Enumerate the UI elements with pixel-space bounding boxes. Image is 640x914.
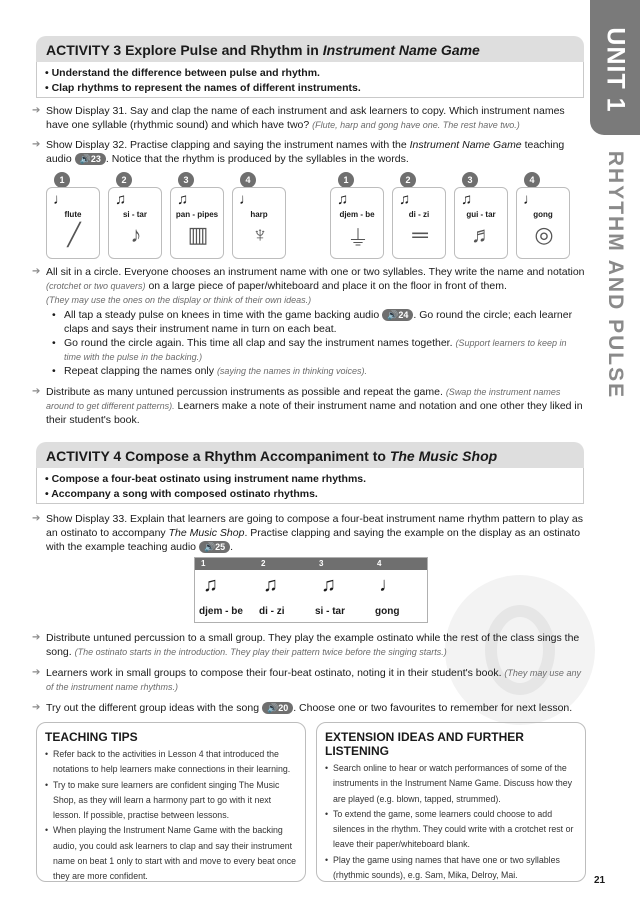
section-side-title: RHYTHM AND PULSE [604, 150, 627, 400]
ostinato-word: si - tar [315, 606, 346, 617]
speaker-icon: 🔊 [387, 310, 399, 320]
teaching-tips-title: TEACHING TIPS [45, 730, 138, 744]
beat-number: 4 [377, 559, 382, 568]
note-icon: ♩ [379, 574, 399, 596]
card-number: 3 [462, 172, 478, 188]
arrow-icon: ➔ [32, 139, 41, 150]
unit-tab [590, 0, 640, 135]
card-number: 1 [54, 172, 70, 188]
activity3-substep2: • Go round the circle again. This time all clap and say the instrument names together. (Support learners to keep in time with the pulse in the backing.) [52, 337, 567, 362]
activity3-step1: ➔ Show Display 31. Say and clap the name of each instrument and ask learners to copy. Which instrument names have one syllable (rhythmic sound) and which have two? (Flute, harp and gong have one. The rest have two.) [32, 105, 565, 131]
activity4-objectives [36, 468, 584, 504]
arrow-icon: ➔ [32, 105, 41, 116]
pan-pipes-icon: ▥ [187, 222, 209, 247]
activity3-heading: ACTIVITY 3 Explore Pulse and Rhythm in Instrument Name Game [36, 36, 584, 62]
quavers-icon: ♫ [177, 191, 189, 208]
audio-track-badge[interactable]: 🔊25 [199, 541, 230, 553]
quavers-icon: ♫ [321, 574, 336, 596]
flute-icon: ╱ [67, 222, 81, 247]
page-number: 21 [594, 875, 606, 886]
note-icon: ♩ [53, 191, 68, 208]
activity4-heading: ACTIVITY 4 Compose a Rhythm Accompaniment to The Music Shop [36, 442, 584, 468]
extension-ideas-title: EXTENSION IDEAS AND FURTHER LISTENING [325, 730, 524, 758]
audio-track-badge[interactable]: 🔊24 [382, 309, 413, 321]
list-item: • Refer back to the activities in Lesson 4 that introduced the notations to help learners make connections in their learning. [45, 749, 291, 775]
activity4-step4: ➔ Try out the different group ideas with the song 🔊20 . Choose one or two favourites to remember for next lesson. [32, 702, 573, 714]
instrument-card: ♩ gong ◎ [516, 187, 570, 259]
activity3-substep1: • All tap a steady pulse on knees in time with the game backing audio 🔊24 . Go round the circle; each learner claps and says their instrument name in turn on each beat. [52, 309, 573, 335]
ostinato-word: djem - be [199, 606, 243, 617]
ostinato-word: di - zi [259, 606, 285, 617]
speaker-icon: 🔊 [79, 154, 91, 164]
sitar-icon: ♪ [130, 222, 142, 247]
quavers-icon: ♫ [203, 574, 218, 596]
activity3-step4: ➔ Distribute as many untuned percussion instruments as possible and repeat the game. (Swap the instrument names around to get different patterns). Learners make a note of their instrument name and notation and one other they liked in their student's book. [32, 386, 583, 426]
activity4-step3: ➔ Learners work in small groups to compose their four-beat ostinato, noting it in their student's book. (They may use any of the instrument name rhythms.) [32, 667, 581, 692]
beat-bar [195, 558, 427, 570]
activity4-step2: ➔ Distribute untuned percussion to a small group. They play the example ostinato while the rest of the class sings the song. (The ostinato starts in the introduction. They play their pattern twice before the singing starts.) [32, 632, 580, 658]
beat-number: 1 [201, 559, 206, 568]
objective-item: • Understand the difference between pulse and rhythm. [45, 67, 320, 79]
note-icon: ♩ [239, 191, 254, 208]
list-item: • Try to make sure learners are confident singing The Music Shop, as they will learn a harmony part to go with it next lesson. If possible, practise between lessons. [45, 779, 280, 821]
speaker-icon: 🔊 [266, 703, 279, 713]
list-item: • Play the game using names that have one or two syllables (rhythmic sounds), e.g. Sam, Mika, Delroy, Mai. [325, 854, 560, 881]
list-item: • When playing the Instrument Name Game with the backing audio, you could ask learners to clap and say their instrument name on beat 1 only to start with and move to every beat once they are more confident. [45, 825, 297, 882]
card-number: 4 [524, 172, 540, 188]
audio-track-badge[interactable]: 🔊20 [262, 702, 293, 714]
instrument-card: ♩ harp ♆ [232, 187, 286, 259]
harp-icon: ♆ [251, 222, 269, 247]
dizi-icon: ═ [412, 222, 428, 247]
card-number: 2 [400, 172, 416, 188]
arrow-icon: ➔ [32, 386, 41, 397]
djembe-icon: ⏚ [346, 226, 369, 251]
quavers-icon: ♫ [115, 191, 127, 208]
quavers-icon: ♫ [263, 574, 278, 596]
arrow-icon: ➔ [32, 513, 41, 524]
card-number: 1 [338, 172, 354, 188]
list-item: • To extend the game, some learners could choose to add silences in the rhythm. They could write with a crotchet rest or leave their paper/whiteboard blank. [325, 808, 574, 850]
activity4-step1: ➔ Show Display 33. Explain that learners are going to compose a four-beat instrument name rhythm pattern to play as an ostinato to accompany The Music Shop. Practise clapping and saying the example on the display as an ostinato with the example teaching audio 🔊25 . [32, 513, 583, 553]
gong-icon: ◎ [534, 222, 554, 247]
instrument-card: ♫ djem - be ⏚ [330, 187, 384, 259]
arrow-icon: ➔ [32, 266, 41, 277]
note-icon: ♩ [523, 191, 538, 208]
instrument-card: ♩ flute ╱ [46, 187, 100, 259]
card-number: 4 [240, 172, 256, 188]
objective-item: • Clap rhythms to represent the names of different instruments. [45, 82, 361, 94]
objective-item: • Compose a four-beat ostinato using instrument name rhythms. [45, 473, 367, 485]
activity3-substep3: • Repeat clapping the names only (saying the names in thinking voices). [52, 365, 368, 377]
activity3-objectives [36, 62, 584, 98]
objective-item: • Accompany a song with composed ostinato rhythms. [45, 488, 318, 500]
arrow-icon: ➔ [32, 632, 41, 643]
instrument-card: ♫ di - zi ═ [392, 187, 446, 259]
card-number: 3 [178, 172, 194, 188]
card-number: 2 [116, 172, 132, 188]
arrow-icon: ➔ [32, 702, 41, 713]
activity3-step3: ➔ All sit in a circle. Everyone chooses an instrument name with one or two syllables. They write the name and notation (crotchet or two quavers) on a large piece of paper/whiteboard and place it on the floor in front of them. (They may use the ones on the display or think of their own ideas.) [32, 266, 585, 305]
activity3-step2: ➔ Show Display 32. Practise clapping and saying the instrument names with the Instrument Name Game teaching audio 🔊23 . Notice that the rhythm is produced by the syllables in the words. [32, 139, 565, 165]
ostinato-example [194, 557, 428, 623]
speaker-icon: 🔊 [203, 542, 216, 552]
list-item: • Search online to hear or watch performances of some of the instruments in the Instrument Name Game. Discuss how they are played (e.g. blown, tapped, strummed). [325, 763, 573, 804]
quavers-icon: ♫ [399, 191, 411, 208]
quavers-icon: ♫ [337, 191, 349, 208]
instrument-cards [44, 172, 574, 262]
beat-number: 2 [261, 559, 266, 568]
ostinato-word: gong [375, 606, 400, 617]
arrow-icon: ➔ [32, 667, 41, 678]
instrument-card: ♫ pan - pipes ▥ [170, 187, 224, 259]
instrument-card: ♫ gui - tar ♬ [454, 187, 508, 259]
teaching-tips-box [36, 722, 306, 882]
unit-label: UNIT 1 [601, 27, 630, 113]
instrument-card: ♫ si - tar ♪ [108, 187, 162, 259]
beat-number: 3 [319, 559, 324, 568]
guitar-icon: ♬ [471, 222, 493, 247]
audio-track-badge[interactable]: 🔊23 [75, 153, 106, 165]
extension-ideas-box [316, 722, 586, 882]
quavers-icon: ♫ [461, 191, 473, 208]
